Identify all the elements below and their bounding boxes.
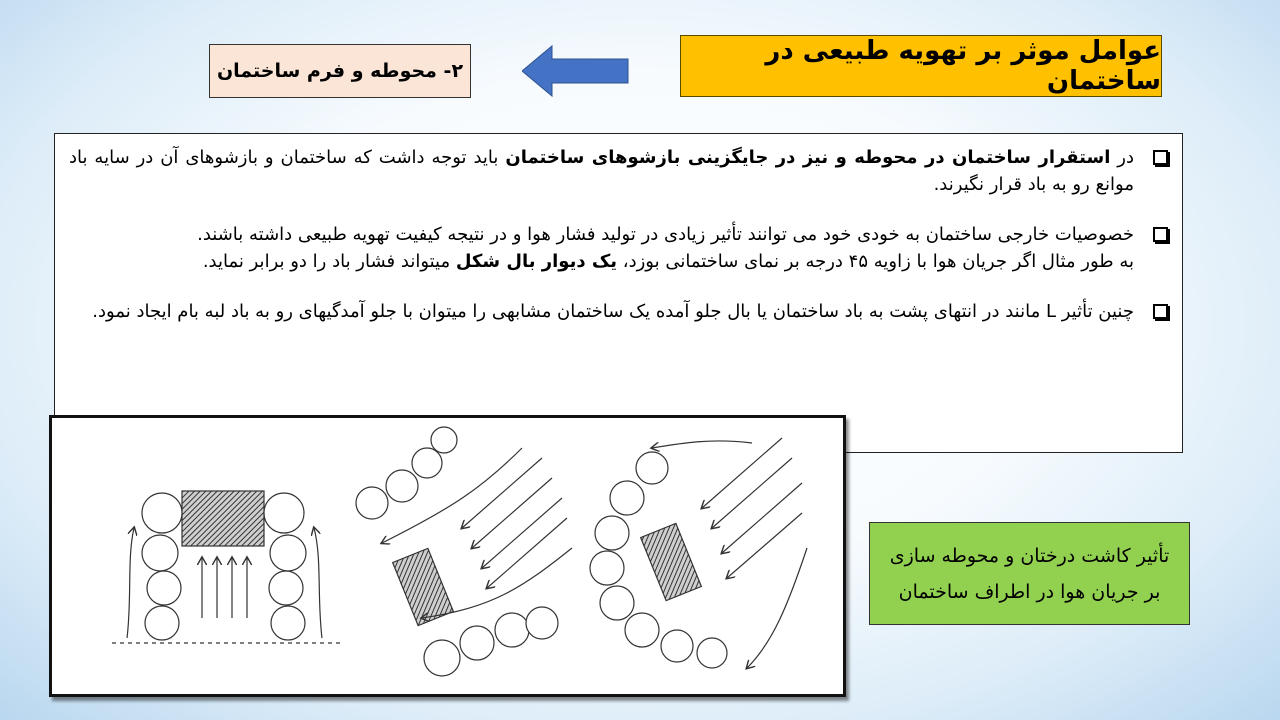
bullet-item [69,144,1168,198]
airflow-diagram [52,418,843,694]
tree-row [356,427,558,676]
section-subtitle: ۲- محوطه و فرم ساختمان [209,44,471,98]
caption-box [869,522,1190,625]
airflow-diagram-figure [49,415,846,697]
bullet-item [69,298,1168,325]
bullet-text: چنین تأثیر L مانند در انتهای پشت به باد ساختمان یا بال جلو آمده یک ساختمان مشابهی را میتوان با جلو آمدگیهای رو به باد لبه بام ایجاد نمود. [92,301,1134,322]
bullet-text: در استقرار ساختمان در محوطه و نیز در جایگزینی بازشوهای ساختمان باید توجه داشت که ساختمان و بازشوهای آن در سایه باد موانع رو به باد قرار نگیرند. [69,147,1134,195]
bullet-text: خصوصیات خارجی ساختمان به خودی خود می توانند تأثیر زیادی در تولید فشار هوا و در نتیجه کیفیت تهویه طبیعی داشته باشند. به طور مثال اگر جریان هوا با زاویه ۴۵ درجه بر نمای ساختمانی بوزد، یک دیوار بال شکل میتواند فشار باد را دو برابر نماید. [197,224,1134,272]
left-arrow-icon [522,44,630,98]
slide-title: عوامل موثر بر تهویه طبیعی در ساختمان [680,35,1162,97]
content-panel [54,133,1183,453]
checkbox-bullet-icon [1153,150,1168,165]
building-block [641,523,702,600]
checkbox-bullet-icon [1153,304,1168,319]
caption-line: بر جریان هوا در اطراف ساختمان [898,580,1161,603]
caption-line: تأثیر کاشت درختان و محوطه سازی [889,544,1170,567]
bullet-item [69,221,1168,275]
checkbox-bullet-icon [1153,227,1168,242]
building-block [182,491,264,546]
